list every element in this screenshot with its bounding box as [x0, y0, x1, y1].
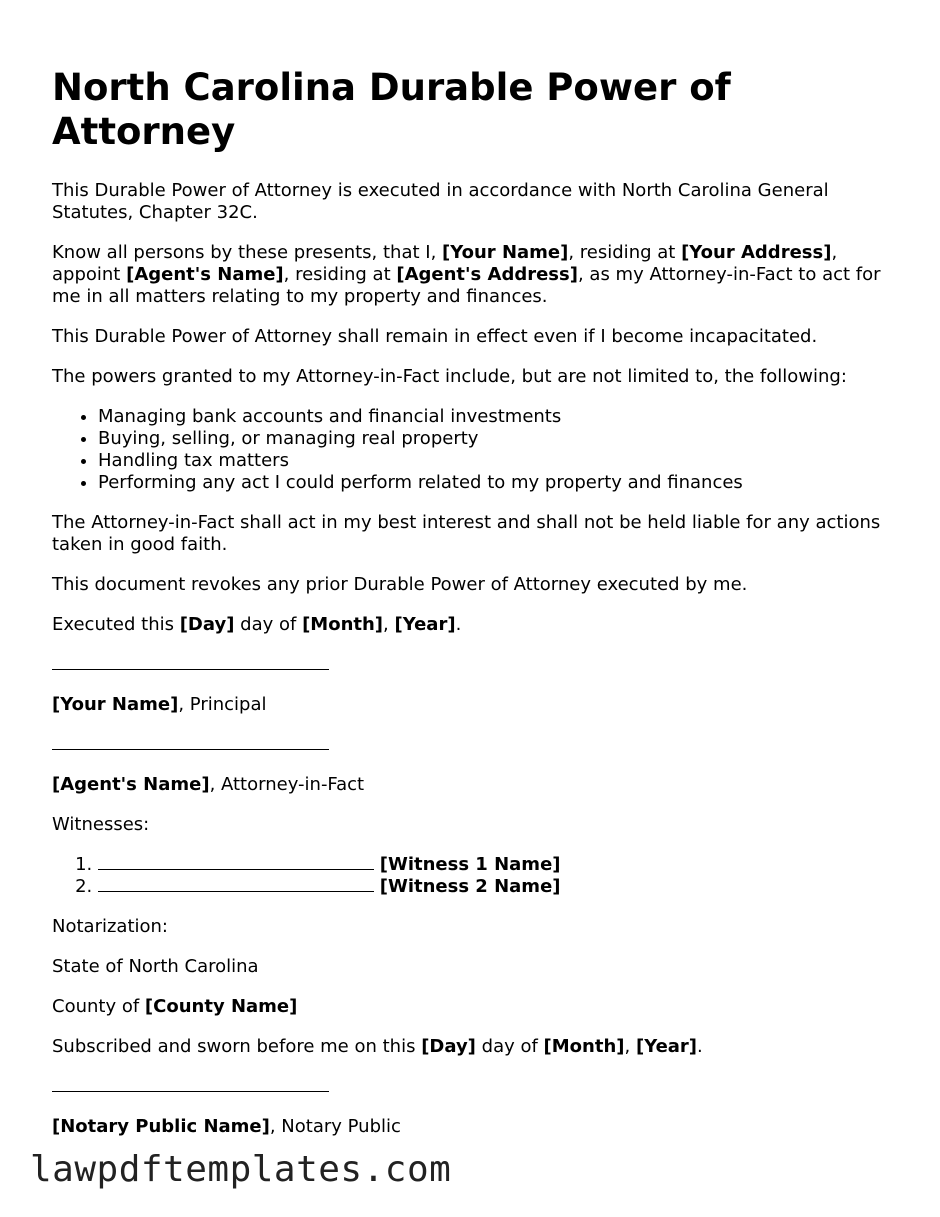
day-placeholder: [Day]	[179, 614, 235, 635]
list-item	[98, 876, 892, 898]
witnesses-label: Witnesses:	[52, 814, 150, 835]
powers-intro-paragraph: The powers granted to my Attorney-in-Fact include, but are not limited to, the following:	[52, 366, 847, 387]
intro-paragraph: This Durable Power of Attorney is executed in accordance with North Carolina General Statutes, Chapter 32C.	[52, 180, 829, 223]
witness-2-name: [Witness 2 Name]	[379, 876, 561, 897]
county-placeholder: [County Name]	[144, 996, 298, 1017]
witnesses-list	[52, 854, 892, 898]
sworn-paragraph: Subscribed and sworn before me on this [Day] day of [Month], [Year].	[52, 1036, 703, 1057]
year-placeholder: [Year]	[394, 614, 456, 635]
agent-name-placeholder: [Agent's Name]	[126, 264, 284, 285]
agent-signature-line[interactable]	[52, 734, 892, 756]
appointment-paragraph: Know all persons by these presents, that I, [Your Name], residing at [Your Address], appoint [Agent's Name], residing at [Agent's Address], as my Attorney-in-Fact to act for me in all matters relating to my property and finances.	[52, 242, 881, 307]
notarization-label: Notarization:	[52, 916, 168, 937]
list-item: • Handling tax matters	[98, 450, 892, 472]
list-item: • Performing any act I could perform related to my property and finances	[98, 472, 892, 494]
county-line: County of [County Name]	[52, 996, 298, 1017]
agent-label: [Agent's Name], Attorney-in-Fact	[52, 774, 365, 795]
witness-2-signature-line[interactable]	[98, 877, 374, 892]
principal-label: [Your Name], Principal	[52, 694, 267, 715]
durability-paragraph: This Durable Power of Attorney shall remain in effect even if I become incapacitated.	[52, 326, 818, 347]
list-item: • Managing bank accounts and financial investments	[98, 406, 892, 428]
document-page	[52, 66, 892, 1156]
principal-signature-line[interactable]	[52, 654, 892, 676]
month-placeholder: [Month]	[302, 614, 384, 635]
your-address-placeholder: [Your Address]	[681, 242, 832, 263]
page-title: North Carolina Durable Power of Attorney	[52, 66, 731, 153]
day-placeholder: [Day]	[421, 1036, 476, 1057]
notary-signature-line[interactable]	[52, 1076, 892, 1098]
year-placeholder: [Year]	[635, 1036, 698, 1057]
your-name-placeholder: [Your Name]	[442, 242, 569, 263]
liability-paragraph: The Attorney-in-Fact shall act in my best interest and shall not be held liable for any actions taken in good faith.	[52, 512, 881, 555]
notary-label: [Notary Public Name], Notary Public	[52, 1116, 401, 1137]
executed-paragraph: Executed this [Day] day of [Month], [Year].	[52, 614, 462, 635]
watermark: lawpdftemplates.com	[30, 1149, 452, 1190]
witness-1-signature-line[interactable]	[98, 855, 374, 870]
witness-1-name: [Witness 1 Name]	[379, 854, 561, 875]
revocation-paragraph: This document revokes any prior Durable Power of Attorney executed by me.	[52, 574, 748, 595]
powers-list	[52, 406, 892, 494]
state-line: State of North Carolina	[52, 956, 259, 977]
agent-address-placeholder: [Agent's Address]	[396, 264, 578, 285]
list-item: • Buying, selling, or managing real property	[98, 428, 892, 450]
month-placeholder: [Month]	[543, 1036, 625, 1057]
list-item	[98, 854, 892, 876]
